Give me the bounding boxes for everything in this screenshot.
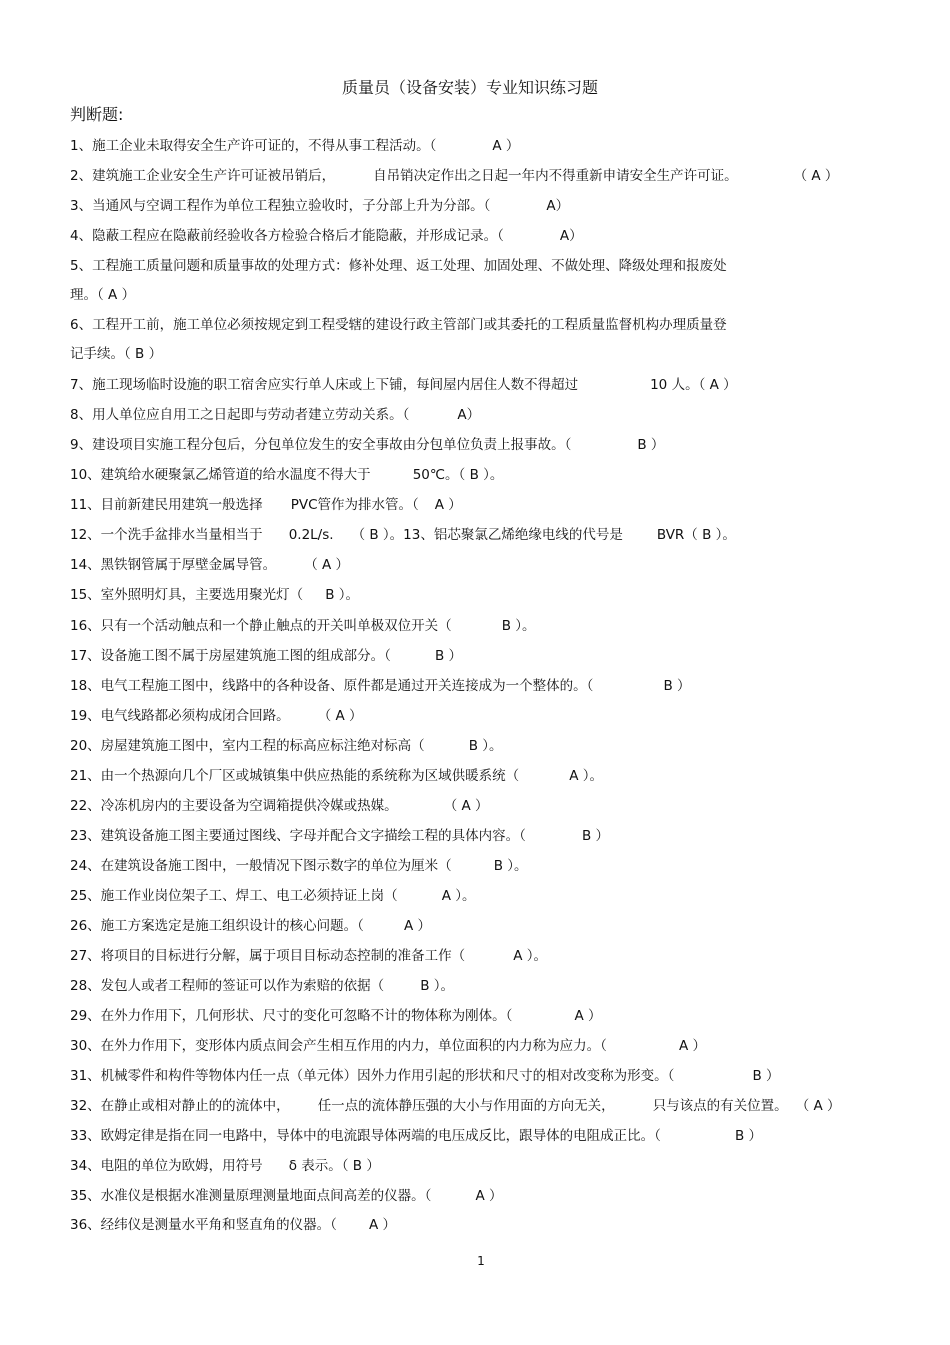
question-5: 5、工程施工质量问题和质量事故的处理方式：修补处理、返工处理、加固处理、不做处理、降级处理和报废处 — [70, 258, 727, 274]
question-27: 27、将项目的目标进行分解，属于项目目标动态控制的准备工作（ A ）。 — [70, 948, 547, 964]
question-5-continued: 理。（ A ） — [70, 287, 136, 303]
question-21: 21、由一个热源向几个厂区或城镇集中供应热能的系统称为区域供暖系统（ A ）。 — [70, 768, 603, 784]
page-title: 质量员（设备安装）专业知识练习题 — [341, 78, 598, 97]
question-31: 31、机械零件和构件等物体内任一点（单元体）因外力作用引起的形状和尺寸的相对改变称为形变。（ B ） — [70, 1068, 780, 1084]
question-28: 28、发包人或者工程师的签证可以作为索赔的依据（ B ）。 — [70, 978, 454, 994]
question-29: 29、在外力作用下，几何形状、尺寸的变化可忽略不计的物体称为刚体。（ A ） — [70, 1008, 602, 1024]
question-24: 24、在建筑设备施工图中，一般情况下图示数字的单位为厘米（ B ）。 — [70, 858, 528, 874]
question-32: 32、在静止或相对静止的的流体中， 任一点的流体静压强的大小与作用面的方向无关， 只与该点的有关位置。 （ A ） — [70, 1098, 841, 1114]
question-8: 8、用人单位应自用工之日起即与劳动者建立劳动关系。（ A） — [70, 407, 481, 423]
question-16: 16、只有一个活动触点和一个静止触点的开关叫单极双位开关（ B ）。 — [70, 618, 536, 634]
question-6: 6、工程开工前，施工单位必须按规定到工程受辖的建设行政主管部门或其委托的工程质量监督机构办理质量登 — [70, 317, 727, 333]
question-3: 3、当通风与空调工程作为单位工程独立验收时，子分部上升为分部。（ A） — [70, 198, 570, 214]
question-20: 20、房屋建筑施工图中，室内工程的标高应标注绝对标高（ B ）。 — [70, 738, 503, 754]
question-26: 26、施工方案选定是施工组织设计的核心问题。（ A ） — [70, 918, 431, 934]
question-1: 1、施工企业未取得安全生产许可证的，不得从事工程活动。（ A ） — [70, 138, 520, 154]
question-22: 22、冷冻机房内的主要设备为空调箱提供冷媒或热媒。 （ A ） — [70, 798, 489, 814]
question-34: 34、电阻的单位为欧姆，用符号 δ 表示。（ B ） — [70, 1158, 380, 1174]
question-10: 10、建筑给水硬聚氯乙烯管道的给水温度不得大于 50℃。（ B ）。 — [70, 467, 504, 483]
question-19: 19、电气线路都必须构成闭合回路。 （ A ） — [70, 708, 363, 724]
question-7: 7、施工现场临时设施的职工宿舍应实行单人床或上下铺，每间屋内居住人数不得超过 10 人。（ A ） — [70, 377, 737, 393]
question-14: 14、黑铁钢管属于厚壁金属导管。 （ A ） — [70, 557, 350, 573]
question-15: 15、室外照明灯具，主要选用聚光灯（ B ）。 — [70, 587, 359, 603]
question-30: 30、在外力作用下，变形体内质点间会产生相互作用的内力，单位面积的内力称为应力。（ A ） — [70, 1038, 706, 1054]
question-33: 33、欧姆定律是指在同一电路中，导体中的电流跟导体两端的电压成反比，跟导体的电阻成正比。（ B ） — [70, 1128, 762, 1144]
question-25: 25、施工作业岗位架子工、焊工、电工必须持证上岗（ A ）。 — [70, 888, 476, 904]
question-6-continued: 记手续。（ B ） — [70, 346, 163, 362]
question-2: 2、建筑施工企业安全生产许可证被吊销后， 自吊销决定作出之日起一年内不得重新申请安全生产许可证。 （ A ） — [70, 168, 839, 184]
question-12-13: 12、一个洗手盆排水当量相当于 0.2L/s. （ B ）。13、铝芯聚氯乙烯绝缘电线的代号是 BVR（ B ）。 — [70, 527, 736, 543]
section-heading: 判断题: — [70, 105, 124, 124]
question-36: 36、经纬仪是测量水平角和竖直角的仪器。（ A ） — [70, 1217, 396, 1233]
question-23: 23、建筑设备施工图主要通过图线、字母并配合文字描绘工程的具体内容。（ B ） — [70, 828, 609, 844]
question-4: 4、隐蔽工程应在隐蔽前经验收各方检验合格后才能隐蔽，并形成记录。（ A） — [70, 228, 583, 244]
page-number: 1 — [477, 1254, 485, 1268]
question-11: 11、目前新建民用建筑一般选择 PVC管作为排水管。（ A ） — [70, 497, 462, 513]
question-18: 18、电气工程施工图中，线路中的各种设备、原件都是通过开关连接成为一个整体的。（ B ） — [70, 678, 691, 694]
question-35: 35、水准仪是根据水准测量原理测量地面点间高差的仪器。（ A ） — [70, 1188, 503, 1204]
question-9: 9、建设项目实施工程分包后，分包单位发生的安全事故由分包单位负责上报事故。（ B ） — [70, 437, 665, 453]
question-17: 17、设备施工图不属于房屋建筑施工图的组成部分。（ B ） — [70, 648, 462, 664]
